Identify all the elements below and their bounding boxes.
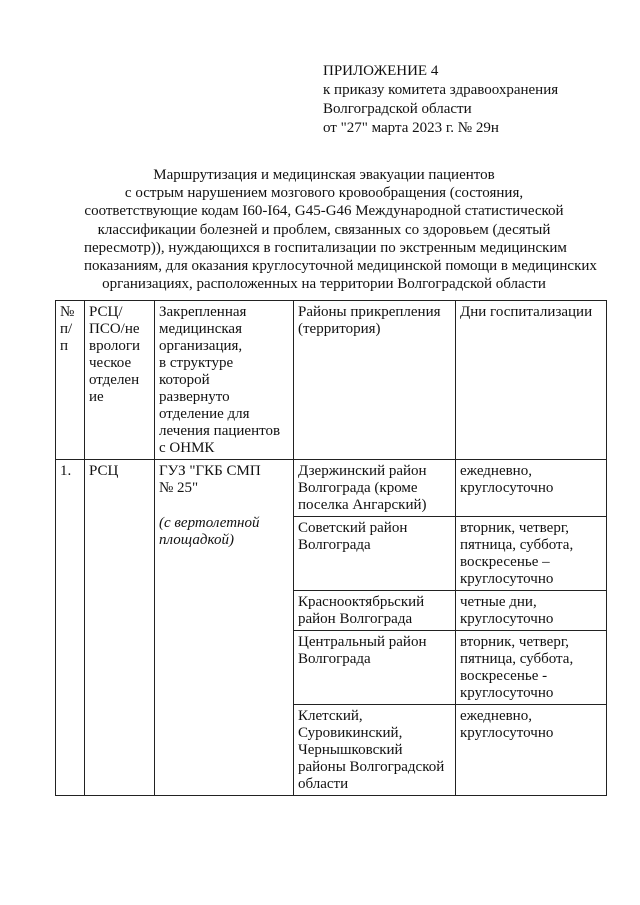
days-text: четные дни, bbox=[460, 594, 537, 610]
header-text: в структуре bbox=[159, 355, 234, 371]
days-text: круглосуточно bbox=[460, 725, 554, 741]
days-text: вторник, четверг, bbox=[460, 634, 570, 650]
days-text: ежедневно, bbox=[460, 463, 532, 479]
header-text: которой bbox=[159, 372, 210, 388]
header-organization bbox=[155, 301, 294, 460]
days-text: круглосуточно bbox=[460, 480, 554, 496]
days-text: вторник, четверг, bbox=[460, 520, 570, 536]
area-text: Волгограда (кроме bbox=[298, 480, 418, 496]
days-text: круглосуточно bbox=[460, 611, 554, 627]
row-number: 1. bbox=[56, 460, 85, 796]
header-text: Районы прикрепления bbox=[298, 304, 441, 320]
header-text: организация, bbox=[159, 338, 243, 354]
title-line: показаниям, для оказания круглосуточной медицинской помощи в медицинских bbox=[84, 258, 597, 275]
header-text: лечения пациентов bbox=[159, 423, 281, 439]
days-cell bbox=[456, 517, 607, 591]
row-organization bbox=[155, 460, 294, 796]
area-text: Чернышковский bbox=[298, 742, 403, 758]
document-title bbox=[84, 166, 597, 293]
days-cell bbox=[456, 591, 607, 631]
days-text: ежедневно, bbox=[460, 708, 532, 724]
header-text: отделен bbox=[89, 372, 140, 388]
appendix-header bbox=[323, 62, 558, 138]
area-cell bbox=[294, 705, 456, 796]
header-text: РСЦ/ bbox=[89, 304, 123, 320]
area-text: Волгограда bbox=[298, 537, 371, 553]
days-text: круглосуточно bbox=[460, 685, 554, 701]
area-text: район Волгограда bbox=[298, 611, 413, 627]
title-line: пересмотр)), нуждающихся в госпитализации по экстренным медицинским bbox=[84, 239, 567, 256]
appendix-date-line: от "27" марта 2023 г. № 29н bbox=[323, 120, 499, 136]
appendix-order-line: к приказу комитета здравоохранения bbox=[323, 82, 559, 98]
days-text: круглосуточно bbox=[460, 571, 554, 587]
days-cell bbox=[456, 705, 607, 796]
area-text: Краснооктябрьский bbox=[298, 594, 425, 610]
area-text: Центральный район bbox=[298, 634, 427, 650]
organization-name: № 25" bbox=[159, 480, 199, 496]
area-text: Суровикинский, bbox=[298, 725, 403, 741]
days-text: воскресенье - bbox=[460, 668, 548, 684]
area-text: Советский район bbox=[298, 520, 408, 536]
header-number bbox=[56, 301, 85, 460]
title-line: соответствующие кодам I60-I64, G45-G46 Международной статистической bbox=[84, 203, 564, 220]
note-text: (с вертолетной bbox=[159, 515, 260, 531]
area-text: Клетский, bbox=[298, 708, 363, 724]
header-text: медицинская bbox=[159, 321, 242, 337]
title-line: Маршрутизация и медицинская эвакуации пациентов bbox=[153, 167, 495, 183]
area-text: Волгограда bbox=[298, 651, 371, 667]
header-text: № bbox=[60, 304, 75, 320]
table-header-row bbox=[56, 301, 607, 460]
area-text: районы Волгоградской bbox=[298, 759, 445, 775]
days-text: воскресенье – bbox=[460, 554, 550, 570]
area-text: области bbox=[298, 776, 349, 792]
header-text: ие bbox=[89, 389, 104, 405]
days-text: пятница, суббота, bbox=[460, 651, 574, 667]
header-text: отделение для bbox=[159, 406, 250, 422]
note-text: площадкой) bbox=[159, 532, 234, 548]
header-text: Дни госпитализации bbox=[460, 304, 593, 320]
title-line: организациях, расположенных на территории Волгоградской области bbox=[102, 276, 546, 293]
header-text: ПСО/не bbox=[89, 321, 140, 337]
days-cell bbox=[456, 631, 607, 705]
title-line: с острым нарушением мозгового кровообращения (состояния, bbox=[124, 185, 524, 202]
area-text: поселка Ангарский) bbox=[298, 497, 427, 513]
header-areas bbox=[294, 301, 456, 460]
header-text: п/ bbox=[60, 321, 73, 337]
header-text: развернуто bbox=[159, 389, 230, 405]
table-row bbox=[56, 460, 607, 517]
area-cell bbox=[294, 631, 456, 705]
routing-table bbox=[55, 300, 607, 796]
header-text: с ОНМК bbox=[159, 440, 215, 456]
area-cell bbox=[294, 591, 456, 631]
area-text: Дзержинский район bbox=[298, 463, 427, 479]
header-text: ческое bbox=[89, 355, 132, 371]
organization-note bbox=[159, 515, 289, 549]
appendix-title: ПРИЛОЖЕНИЕ 4 bbox=[323, 63, 439, 79]
organization-name: ГУЗ "ГКБ СМП bbox=[159, 463, 261, 479]
title-line: классификации болезней и проблем, связанных со здоровьем (десятый bbox=[97, 221, 551, 238]
area-cell bbox=[294, 460, 456, 517]
days-cell bbox=[456, 460, 607, 517]
header-text: Закрепленная bbox=[159, 304, 247, 320]
header-text: врологи bbox=[89, 338, 141, 354]
days-text: пятница, суббота, bbox=[460, 537, 574, 553]
appendix-region-line: Волгоградской области bbox=[323, 101, 472, 117]
header-text: (территория) bbox=[298, 321, 381, 337]
header-text: п bbox=[60, 338, 69, 354]
row-department-type: РСЦ bbox=[85, 460, 155, 796]
header-days bbox=[456, 301, 607, 460]
area-cell bbox=[294, 517, 456, 591]
header-department-type bbox=[85, 301, 155, 460]
